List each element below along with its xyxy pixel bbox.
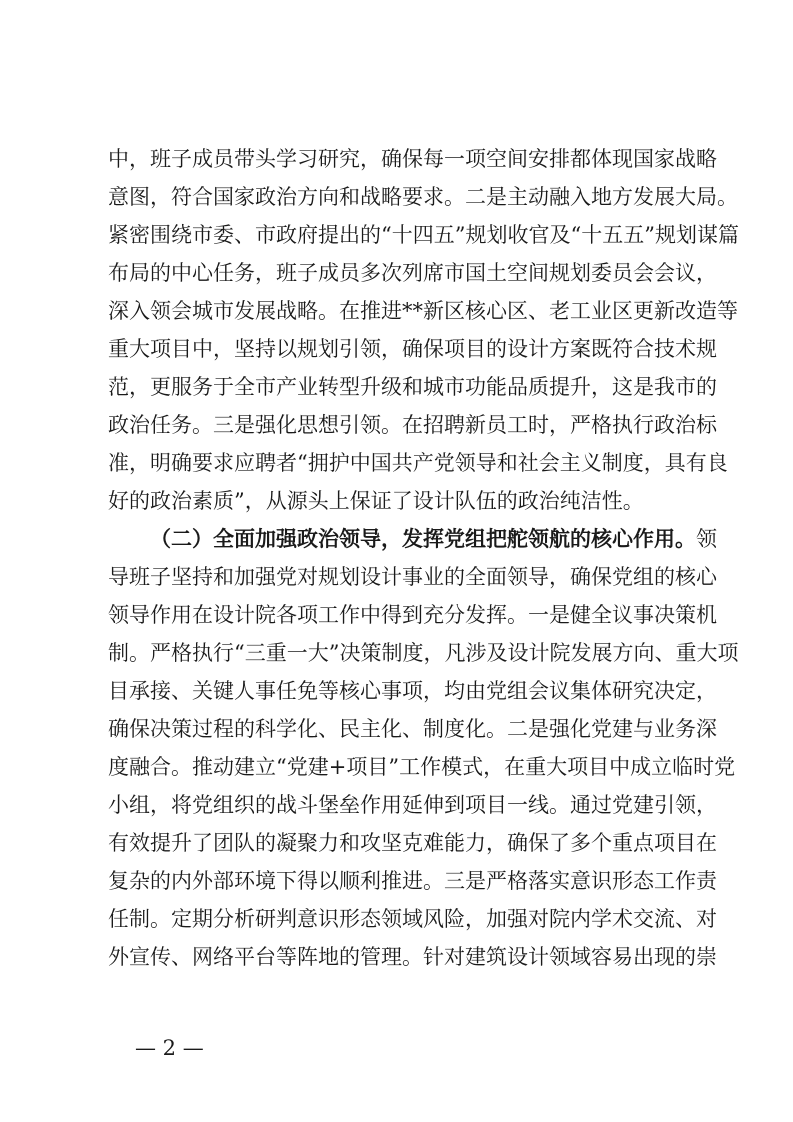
body-line-20: 复杂的内外部环境下得以顺利推进。三是严格落实意识形态工作责 bbox=[108, 869, 717, 893]
body-line-18: 小组，将党组织的战斗堡垒作用延伸到项目一线。通过党建引领， bbox=[108, 793, 717, 817]
body-line-13: 领导作用在设计院各项工作中得到充分发挥。一是健全议事决策机 bbox=[108, 603, 717, 627]
body-line-9: 准，明确要求应聘者“拥护中国共产党领导和社会主义制度，具有良 bbox=[108, 451, 728, 475]
section-heading: （二）全面加强政治领导，发挥党组把舵领航的核心作用。 bbox=[150, 526, 696, 551]
section-heading-line bbox=[150, 524, 717, 554]
body-line-21: 任制。定期分析研判意识形态领域风险，加强对院内学术交流、对 bbox=[108, 907, 717, 931]
body-line-1: 中，班子成员带头学习研究，确保每一项空间安排都体现国家战略 bbox=[108, 147, 717, 171]
body-line-17: 度融合。推动建立“党建+项目”工作模式，在重大项目中成立临时党 bbox=[108, 755, 736, 779]
body-line-12: 导班子坚持和加强党对规划设计事业的全面领导，确保党组的核心 bbox=[108, 565, 717, 589]
body-line-16: 确保决策过程的科学化、民主化、制度化。二是强化党建与业务深 bbox=[108, 717, 717, 741]
body-line-10: 好的政治素质”，从源头上保证了设计队伍的政治纯洁性。 bbox=[108, 489, 644, 513]
body-line-4: 布局的中心任务，班子成员多次列席市国土空间规划委员会会议， bbox=[108, 261, 717, 285]
body-line-22: 外宣传、网络平台等阵地的管理。针对建筑设计领域容易出现的崇 bbox=[108, 945, 717, 969]
page-number: — 2 — bbox=[135, 1036, 204, 1060]
body-line-7: 范，更服务于全市产业转型升级和城市功能品质提升，这是我市的 bbox=[108, 375, 717, 399]
body-line-15: 目承接、关键人事任免等核心事项，均由党组会议集体研究决定， bbox=[108, 679, 717, 703]
body-line-5: 深入领会城市发展战略。在推进**新区核心区、老工业区更新改造等 bbox=[108, 299, 738, 323]
body-line-8: 政治任务。三是强化思想引领。在招聘新员工时，严格执行政治标 bbox=[108, 413, 717, 437]
section-heading-tail: 领 bbox=[696, 527, 717, 551]
body-line-3: 紧密围绕市委、市政府提出的“十四五”规划收官及“十五五”规划谋篇 bbox=[108, 223, 739, 247]
body-line-6: 重大项目中，坚持以规划引领，确保项目的设计方案既符合技术规 bbox=[108, 337, 717, 361]
body-line-2: 意图，符合国家政治方向和战略要求。二是主动融入地方发展大局。 bbox=[108, 185, 738, 209]
body-line-19: 有效提升了团队的凝聚力和攻坚克难能力，确保了多个重点项目在 bbox=[108, 831, 717, 855]
body-line-14: 制。严格执行“三重一大”决策制度，凡涉及设计院发展方向、重大项 bbox=[108, 641, 739, 665]
